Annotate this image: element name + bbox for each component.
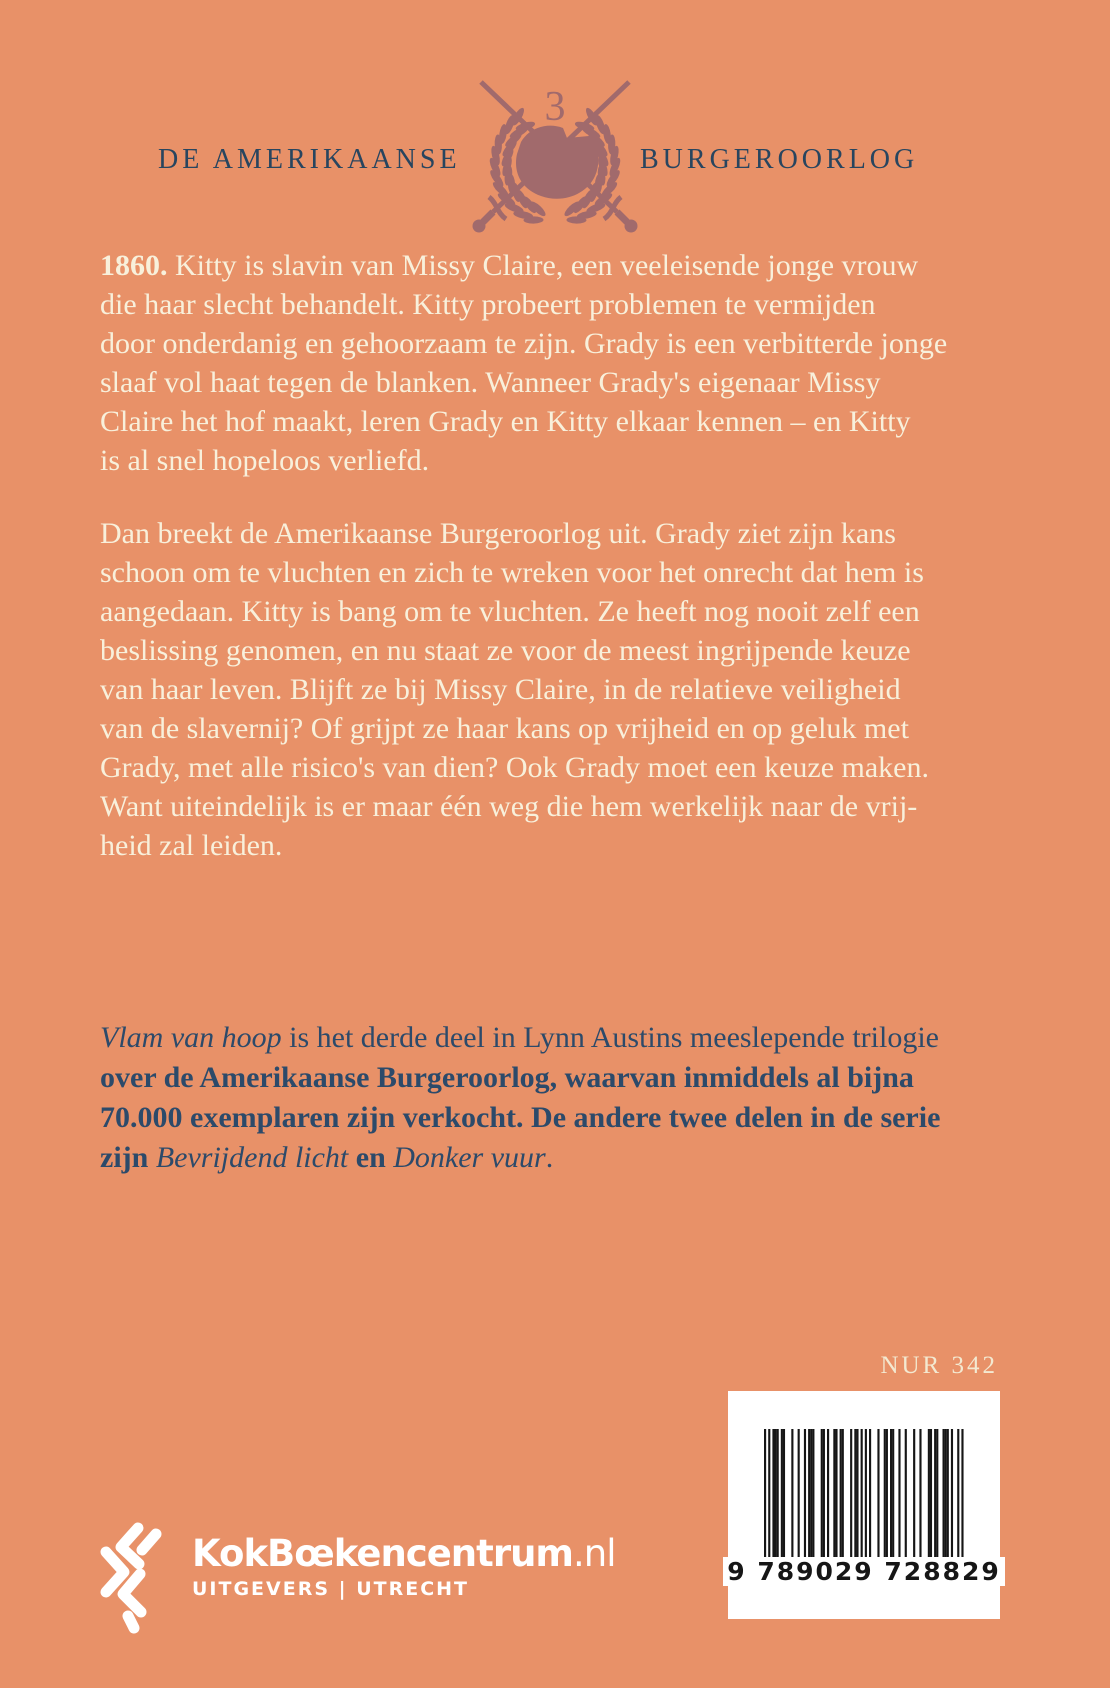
publisher-domain: .nl: [572, 1532, 616, 1575]
text-line: zijn Bevrijdend licht en Donker vuur.: [100, 1141, 554, 1174]
text-line: door onderdanig en gehoorzaam te zijn. Grady is een verbitterde jonge: [100, 327, 948, 360]
synopsis-paragraph-1: [100, 246, 1060, 480]
text-line: Grady, met alle risico's van dien? Ook Grady moet een keuze maken.: [100, 751, 929, 784]
text-line: over de Amerikaanse Burgeroorlog, waarvan inmiddels al bijna: [100, 1061, 914, 1094]
text-line: van de slavernij? Of grijpt ze haar kans op vrijheid en op geluk met: [100, 712, 909, 745]
volume-number: 3: [544, 84, 566, 130]
barcode-number: 9 789029 728829: [723, 1557, 1005, 1586]
text-line: 1860. Kitty is slavin van Missy Claire, een veeleisende jonge vrouw: [100, 249, 919, 282]
text-line: beslissing genomen, en nu staat ze voor de meest ingrijpende keuze: [100, 634, 911, 667]
text-line: Vlam van hoop is het derde deel in Lynn Austins meeslepende trilogie: [100, 1021, 939, 1054]
nur-code: NUR 342: [880, 1352, 998, 1379]
series-title-right: BURGEROORLOG: [640, 144, 919, 175]
text-line: aangedaan. Kitty is bang om te vluchten. Ze heeft nog nooit zelf een: [100, 595, 920, 628]
text-line: is al snel hopeloos verliefd.: [100, 444, 430, 477]
text-line: die haar slecht behandelt. Kitty probeert problemen te vermijden: [100, 288, 876, 321]
text-line: Want uiteindelijk is er maar één weg die hem werkelijk naar de vrij-: [100, 790, 918, 823]
text-line: van haar leven. Blijft ze bij Missy Claire, in de relatieve veiligheid: [100, 673, 901, 706]
civil-war-emblem-icon: [437, 76, 673, 236]
publisher-logo: [98, 1520, 615, 1636]
publisher-mark-icon: [98, 1520, 164, 1636]
emblem-shield: [516, 126, 598, 199]
publisher-tagline: UITGEVERS | UTRECHT: [192, 1578, 470, 1600]
promo-paragraph: [100, 1018, 1060, 1178]
publisher-brand: KokBœkencentrum: [192, 1532, 573, 1575]
series-title-left: DE AMERIKAANSE: [158, 144, 461, 175]
barcode: [728, 1391, 1000, 1619]
text-line: heid zal leiden.: [100, 829, 283, 862]
text-line: 70.000 exemplaren zijn verkocht. De andere twee delen in de serie: [100, 1101, 941, 1134]
text-line: Dan breekt de Amerikaanse Burgeroorlog uit. Grady ziet zijn kans: [100, 517, 896, 550]
publisher-text: [192, 1534, 615, 1600]
synopsis-paragraph-2: [100, 514, 1060, 865]
text-line: schoon om te vluchten en zich te wreken voor het onrecht dat hem is: [100, 556, 924, 589]
text-line: slaaf vol haat tegen de blanken. Wanneer Grady's eigenaar Missy: [100, 366, 881, 399]
publisher-name: [192, 1534, 615, 1574]
text-line: Claire het hof maakt, leren Grady en Kitty elkaar kennen – en Kitty: [100, 405, 911, 438]
